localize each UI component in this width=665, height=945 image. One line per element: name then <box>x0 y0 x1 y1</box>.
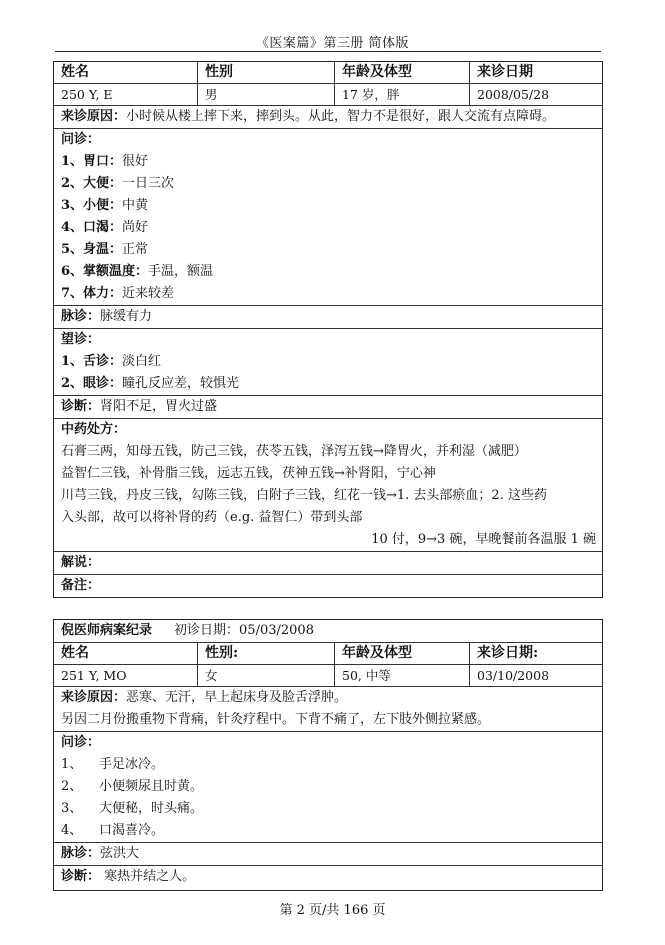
explanation-section <box>54 552 602 575</box>
age-build-header: 年龄及体型 <box>335 62 470 83</box>
visit-reason-text-2: 另因二月份搬重物下背痛，针灸疗程中。下背不痛了，左下肢外侧拉紧感。 <box>61 712 491 727</box>
first-visit-date: 05/03/2008 <box>239 623 314 638</box>
inquiry-item: 4、口渴：尚好 <box>61 220 149 235</box>
first-visit-label: 初诊日期： <box>174 623 240 638</box>
visit-reason-label: 来诊原因： <box>61 690 127 705</box>
diagnosis-text: 肾阳不足，胃火过盛 <box>100 399 218 414</box>
inquiry-item: 3、小便：中黄 <box>61 198 149 213</box>
inquiry-item: 3、 大便秘，时头痛。 <box>61 801 204 816</box>
visit-reason-section <box>54 687 602 732</box>
age-build-header: 年龄及体型 <box>335 643 470 664</box>
visit-date-header: 来诊日期 <box>477 64 533 80</box>
inquiry-item: 1、 手足冰冷。 <box>61 757 165 772</box>
name-header: 姓名 <box>54 643 198 664</box>
diagnosis-label: 诊断： <box>61 869 101 884</box>
diagnosis-section <box>54 396 602 419</box>
document-header-title: 《医案篇》第三册 简体版 <box>255 36 410 51</box>
prescription-dosage: 10 付，9→3 碗，早晚餐前各温服 1 碗 <box>371 532 596 547</box>
patient-info-value-row <box>54 665 602 687</box>
patient-info-header-row <box>54 643 602 665</box>
pulse-label: 脉诊： <box>61 846 101 861</box>
patient-age-build: 17 岁，胖 <box>335 84 470 105</box>
inquiry-item: 5、身温：正常 <box>61 242 149 257</box>
patient-info-value-row <box>54 84 602 106</box>
patient-info-header-row <box>54 62 602 84</box>
record-title-section <box>54 620 602 643</box>
prescription-label: 中药处方： <box>61 422 127 437</box>
observation-label: 望诊： <box>61 332 101 347</box>
prescription-line: 入头部，故可以将补肾的药（e.g. 益智仁）带到头部 <box>61 510 363 525</box>
diagnosis-label: 诊断： <box>61 399 101 414</box>
inquiry-label: 问诊： <box>61 132 101 147</box>
inquiry-item: 2、大便：一日三次 <box>61 176 175 191</box>
diagnosis-text: 寒热并结之人。 <box>104 869 196 884</box>
pulse-label: 脉诊： <box>61 309 101 324</box>
case-record-2 <box>53 619 603 891</box>
observation-section <box>54 329 602 396</box>
name-header: 姓名 <box>54 62 198 83</box>
pulse-text: 脉缓有力 <box>100 309 153 324</box>
notes-label: 备注： <box>61 578 101 593</box>
visit-reason-section <box>54 106 602 129</box>
visit-reason-text: 小时候从楼上摔下来，摔到头。从此，智力不是很好，跟人交流有点障碍。 <box>126 109 556 124</box>
prescription-line: 益智仁三钱，补骨脂三钱，远志五钱，茯神五钱→补肾阳，宁心神 <box>61 466 436 481</box>
visit-reason-label: 来诊原因： <box>61 109 127 124</box>
notes-section <box>54 575 602 597</box>
inquiry-section <box>54 129 602 306</box>
explanation-label: 解说： <box>61 555 101 570</box>
pulse-section <box>54 843 602 866</box>
pulse-text: 弦洪大 <box>100 846 140 861</box>
patient-gender: 女 <box>198 665 335 686</box>
patient-name: 250 Y, E <box>54 84 198 105</box>
prescription-line: 石膏三两，知母五钱，防己三钱，茯苓五钱，泽泻五钱→降胃火，并利湿（减肥） <box>61 444 527 459</box>
inquiry-item: 4、 口渴喜冷。 <box>61 823 165 838</box>
observation-item: 1、舌诊：淡白红 <box>61 354 162 369</box>
visit-reason-text: 恶寒、无汗，早上起床身及脸舌浮肿。 <box>126 690 348 705</box>
inquiry-item: 1、胃口：很好 <box>61 154 149 169</box>
header-divider <box>55 51 601 52</box>
patient-visit-date: 2008/05/28 <box>477 87 550 102</box>
patient-gender: 男 <box>198 84 335 105</box>
patient-name: 251 Y, MO <box>54 665 198 686</box>
record-title: 倪医师病案纪录 <box>61 623 153 638</box>
inquiry-section <box>54 732 602 843</box>
observation-item: 2、眼诊：瞳孔反应差，较惧光 <box>61 376 240 391</box>
patient-age-build: 50, 中等 <box>335 665 470 686</box>
prescription-section <box>54 419 602 552</box>
diagnosis-section <box>54 866 602 888</box>
prescription-line: 川芎三钱，丹皮三钱，勾陈三钱，白附子三钱，红花一钱→1. 去头部瘀血；2. 这些药 <box>61 488 547 503</box>
visit-date-header: 来诊日期: <box>477 645 539 661</box>
pulse-section <box>54 306 602 329</box>
inquiry-item: 6、掌额温度：手温，额温 <box>61 264 214 279</box>
inquiry-item: 7、体力：近来较差 <box>61 286 175 301</box>
case-record-1 <box>53 61 603 598</box>
gender-header: 性别: <box>198 643 335 664</box>
patient-visit-date: 03/10/2008 <box>477 668 550 683</box>
inquiry-label: 问诊： <box>61 735 101 750</box>
inquiry-item: 2、 小便频尿且时黄。 <box>61 779 204 794</box>
gender-header: 性别 <box>198 62 335 83</box>
page-number-footer: 第 2 页/共 166 页 <box>279 903 386 918</box>
